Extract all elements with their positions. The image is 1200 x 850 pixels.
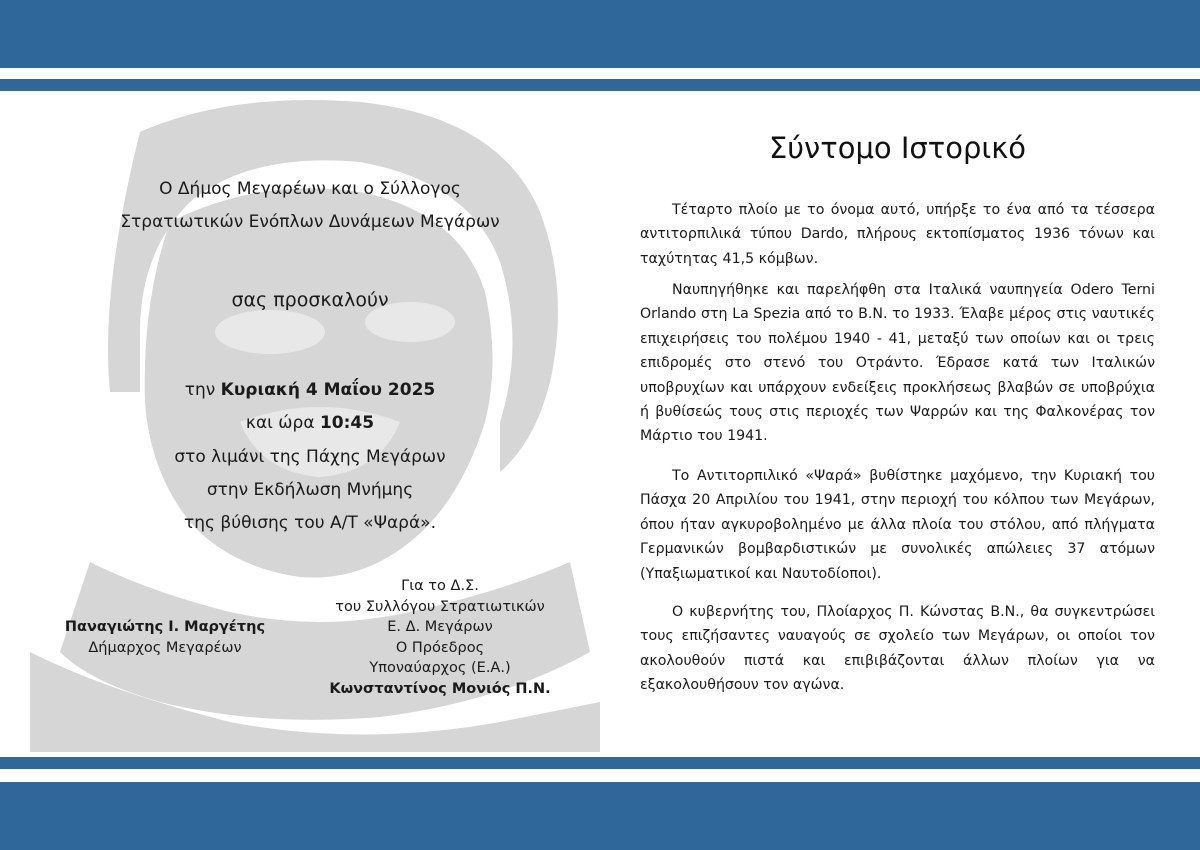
event-place: στο λιμάνι της Πάχης Μεγάρων	[174, 447, 446, 467]
association-line-3: Ε. Δ. Μεγάρων	[387, 619, 493, 635]
history-paragraph-3: Το Αντιτορπιλικό «Ψαρά» βυθίστηκε μαχόμενο, την Κυριακή του Πάσχα 20 Απριλίου του 1941, στην περιοχή του κόλπου των Μεγάρων, όπου ήταν αγκυροβολημένο με άλλα πλοία του στόλου, από πλήγματα Γερμανικών βομβαρδιστικών με συνολικές απώλειες 37 ατόμων (Υπαξιωματικοί και Ναυτοδίοποι).	[640, 468, 1155, 582]
association-line-5: Υποναύαρχος (Ε.Α.)	[369, 660, 511, 676]
event-time: και ώρα 10:45	[245, 413, 375, 433]
association-signature	[300, 576, 580, 699]
host-line-1: Ο Δήμος Μεγαρέων και ο Σύλλογος	[159, 179, 461, 199]
history-paragraph-1: Τέταρτο πλοίο με το όνομα αυτό, υπήρξε το ένα από τα τέσσερα αντιτορπιλικά τύπου Dardo, πλήρους εκτοπίσματος 1936 τόνων και ταχύτητας 41,5 κόμβων.	[640, 202, 1155, 267]
bottom-stripe	[0, 757, 1200, 769]
history-title: Σύντομο Ιστορικό	[768, 131, 1027, 165]
association-line-4: Ο Πρόεδρος	[395, 639, 485, 656]
event-name: στην Εκδήλωση Μνήμης	[206, 480, 414, 500]
association-line-2: του Συλλόγου Στρατιωτικών	[335, 598, 545, 615]
invite-text: σας προσκαλούν	[231, 289, 389, 311]
bottom-band	[0, 782, 1200, 850]
president-name: Κωνσταντίνος Μονιός Π.Ν.	[329, 680, 551, 697]
history-panel	[640, 92, 1185, 752]
association-line-1: Για το Δ.Σ.	[401, 578, 479, 594]
top-stripe	[0, 79, 1200, 91]
event-detail: της βύθισης του Α/Τ «Ψαρά».	[184, 513, 436, 533]
mayor-title: Δήμαρχος Μεγαρέων	[88, 639, 242, 656]
host-line-2: Στρατιωτικών Ενόπλων Δυνάμεων Μεγάρων	[120, 212, 500, 232]
mayor-signature	[50, 617, 280, 658]
history-paragraph-4: Ο κυβερνήτης του, Πλοίαρχος Π. Κώνστας Β.Ν., θα συγκεντρώσει τους επιζήσαντες ναυαγούς σε σχολείο των Μεγάρων, οι οποίοι τον ακολουθούν πιστά και επιβιβάζονται άλλων πλοίων για να εξακολουθήσουν τον αγώνα.	[640, 604, 1155, 694]
top-band	[0, 0, 1200, 68]
history-paragraph-2: Ναυπηγήθηκε και παρελήφθη στα Ιταλικά ναυπηγεία Odero Terni Orlando στη La Spezia από το Β.Ν. το 1933. Έλαβε μέρος στις ναυτικές επιχειρήσεις του πολέμου 1940 - 41, μεταξύ των οποίων και οι τρεις επιδρομές στο στενό του Οτράντο. Έδρασε κατά των Ιταλικών υποβρυχίων και υπάρχουν ενδείξεις προκλήσεως βλαβών σε υποβρύχια ή βυθίσεώς τους στις περιοχές των Ψαρρών και της Φαλκονέρας τον Μάρτιο του 1941.	[640, 282, 1155, 445]
mayor-name: Παναγιώτης Ι. Μαργέτης	[64, 619, 266, 635]
invitation-panel	[40, 92, 600, 752]
event-date: την Κυριακή 4 Μαΐου 2025	[184, 380, 436, 400]
